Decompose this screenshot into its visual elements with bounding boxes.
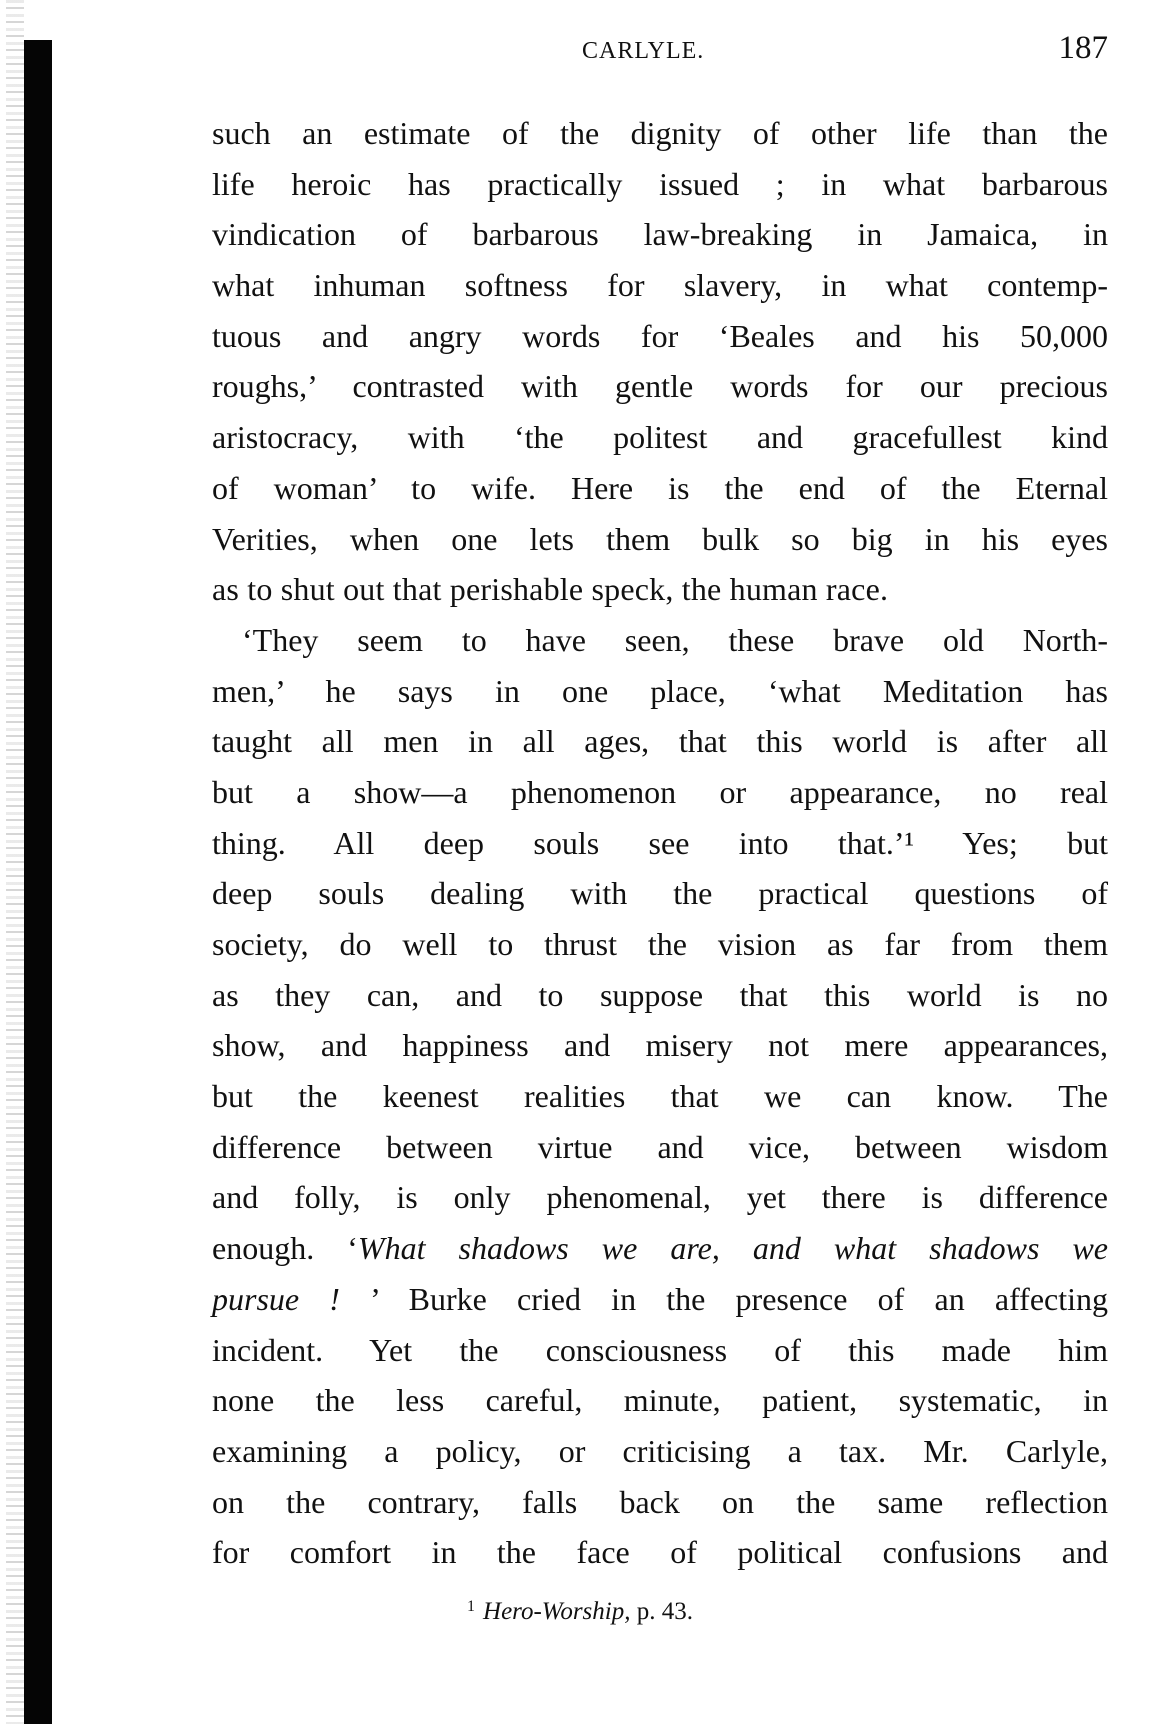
binding-shadow	[24, 40, 52, 1724]
text-line	[212, 716, 1108, 767]
text-segment: vindication of barbarous law-breaking in Jamaica, in	[212, 216, 1108, 253]
text-segment: Verities, when one lets them bulk so big in his eyes	[212, 520, 1108, 557]
text-line	[212, 1426, 1108, 1477]
text-line	[212, 818, 1108, 869]
text-segment: deep souls dealing with the practical questions of	[212, 875, 1108, 912]
text-segment: incident. Yet the consciousness of this made him	[212, 1331, 1108, 1368]
text-segment: ’ Burke cried in the presence of an affecting	[370, 1280, 1109, 1317]
text-segment: for comfort in the face of political confusions and	[212, 1534, 1108, 1571]
text-line	[212, 1375, 1108, 1426]
text-line	[212, 1325, 1108, 1376]
text-line	[212, 311, 1108, 362]
text-segment: society, do well to thrust the vision as far from them	[212, 926, 1108, 962]
italic-quote: pursue !	[212, 1280, 340, 1317]
text-line	[212, 1122, 1108, 1173]
text-segment: life heroic has practically issued ; in what barbarous	[212, 165, 1108, 202]
text-line	[212, 564, 1108, 615]
italic-quote: What shadows we are, and what shadows we	[357, 1230, 1109, 1267]
text-line	[212, 108, 1108, 159]
page-header	[212, 30, 1108, 74]
text-segment: aristocracy, with ‘the politest and gracefullest kind	[212, 419, 1108, 456]
text-line	[212, 666, 1108, 717]
text-line	[212, 1071, 1108, 1122]
running-head: CARLYLE.	[582, 38, 705, 64]
scan-edge	[6, 0, 24, 1724]
text-segment: and folly, is only phenomenal, yet there is difference	[212, 1179, 1108, 1216]
text-line	[212, 919, 1108, 970]
footnote-marker: 1	[467, 1598, 476, 1615]
text-line	[212, 767, 1108, 818]
text-line	[212, 1527, 1108, 1578]
text-line	[212, 1223, 1108, 1274]
text-line	[212, 615, 1108, 666]
text-line	[212, 361, 1108, 412]
footnote-title: Hero-Worship,	[483, 1598, 631, 1625]
text-segment: what inhuman softness for slavery, in what contemp-	[212, 267, 1108, 304]
text-segment: but a show—a phenomenon or appearance, no real	[212, 773, 1108, 810]
footnote	[0, 1598, 1160, 1626]
text-segment: taught all men in all ages, that this world is after all	[212, 723, 1108, 760]
text-segment: on the contrary, falls back on the same reflection	[212, 1483, 1108, 1520]
text-segment: ‘They seem to have seen, these brave old North-	[242, 621, 1108, 658]
text-segment: but the keenest realities that we can know. The	[212, 1078, 1108, 1115]
text-line	[212, 260, 1108, 311]
text-line	[212, 1020, 1108, 1071]
text-segment: examining a policy, or criticising a tax. Mr. Carlyle,	[212, 1432, 1108, 1469]
page-number: 187	[1058, 30, 1108, 66]
text-segment: as they can, and to suppose that this world is no	[212, 976, 1108, 1013]
text-segment: show, and happiness and misery not mere appearances,	[212, 1027, 1108, 1064]
text-line	[212, 514, 1108, 565]
text-line	[212, 159, 1108, 210]
text-segment: tuous and angry words for ‘Beales and his 50,000	[212, 317, 1108, 354]
text-line	[212, 209, 1108, 260]
body-text	[212, 108, 1108, 1578]
text-line	[212, 463, 1108, 514]
text-line	[212, 1477, 1108, 1528]
text-line	[212, 970, 1108, 1021]
text-segment: of woman’ to wife. Here is the end of the Eternal	[212, 469, 1108, 506]
text-segment: as to shut out that perishable speck, the human race.	[212, 571, 889, 608]
text-line	[212, 1172, 1108, 1223]
text-segment: thing. All deep souls see into that.’¹ Yes; but	[212, 824, 1108, 861]
footnote-ref: p. 43.	[636, 1598, 693, 1625]
text-line	[212, 412, 1108, 463]
text-segment: men,’ he says in one place, ‘what Meditation has	[212, 672, 1108, 709]
text-segment: enough. ‘	[212, 1230, 358, 1267]
text-segment: such an estimate of the dignity of other life than the	[212, 115, 1108, 151]
text-line	[212, 1274, 1108, 1325]
text-segment: none the less careful, minute, patient, systematic, in	[212, 1382, 1108, 1419]
text-line	[212, 868, 1108, 919]
text-segment: roughs,’ contrasted with gentle words for our precious	[212, 368, 1108, 405]
text-segment: difference between virtue and vice, between wisdom	[212, 1128, 1108, 1165]
